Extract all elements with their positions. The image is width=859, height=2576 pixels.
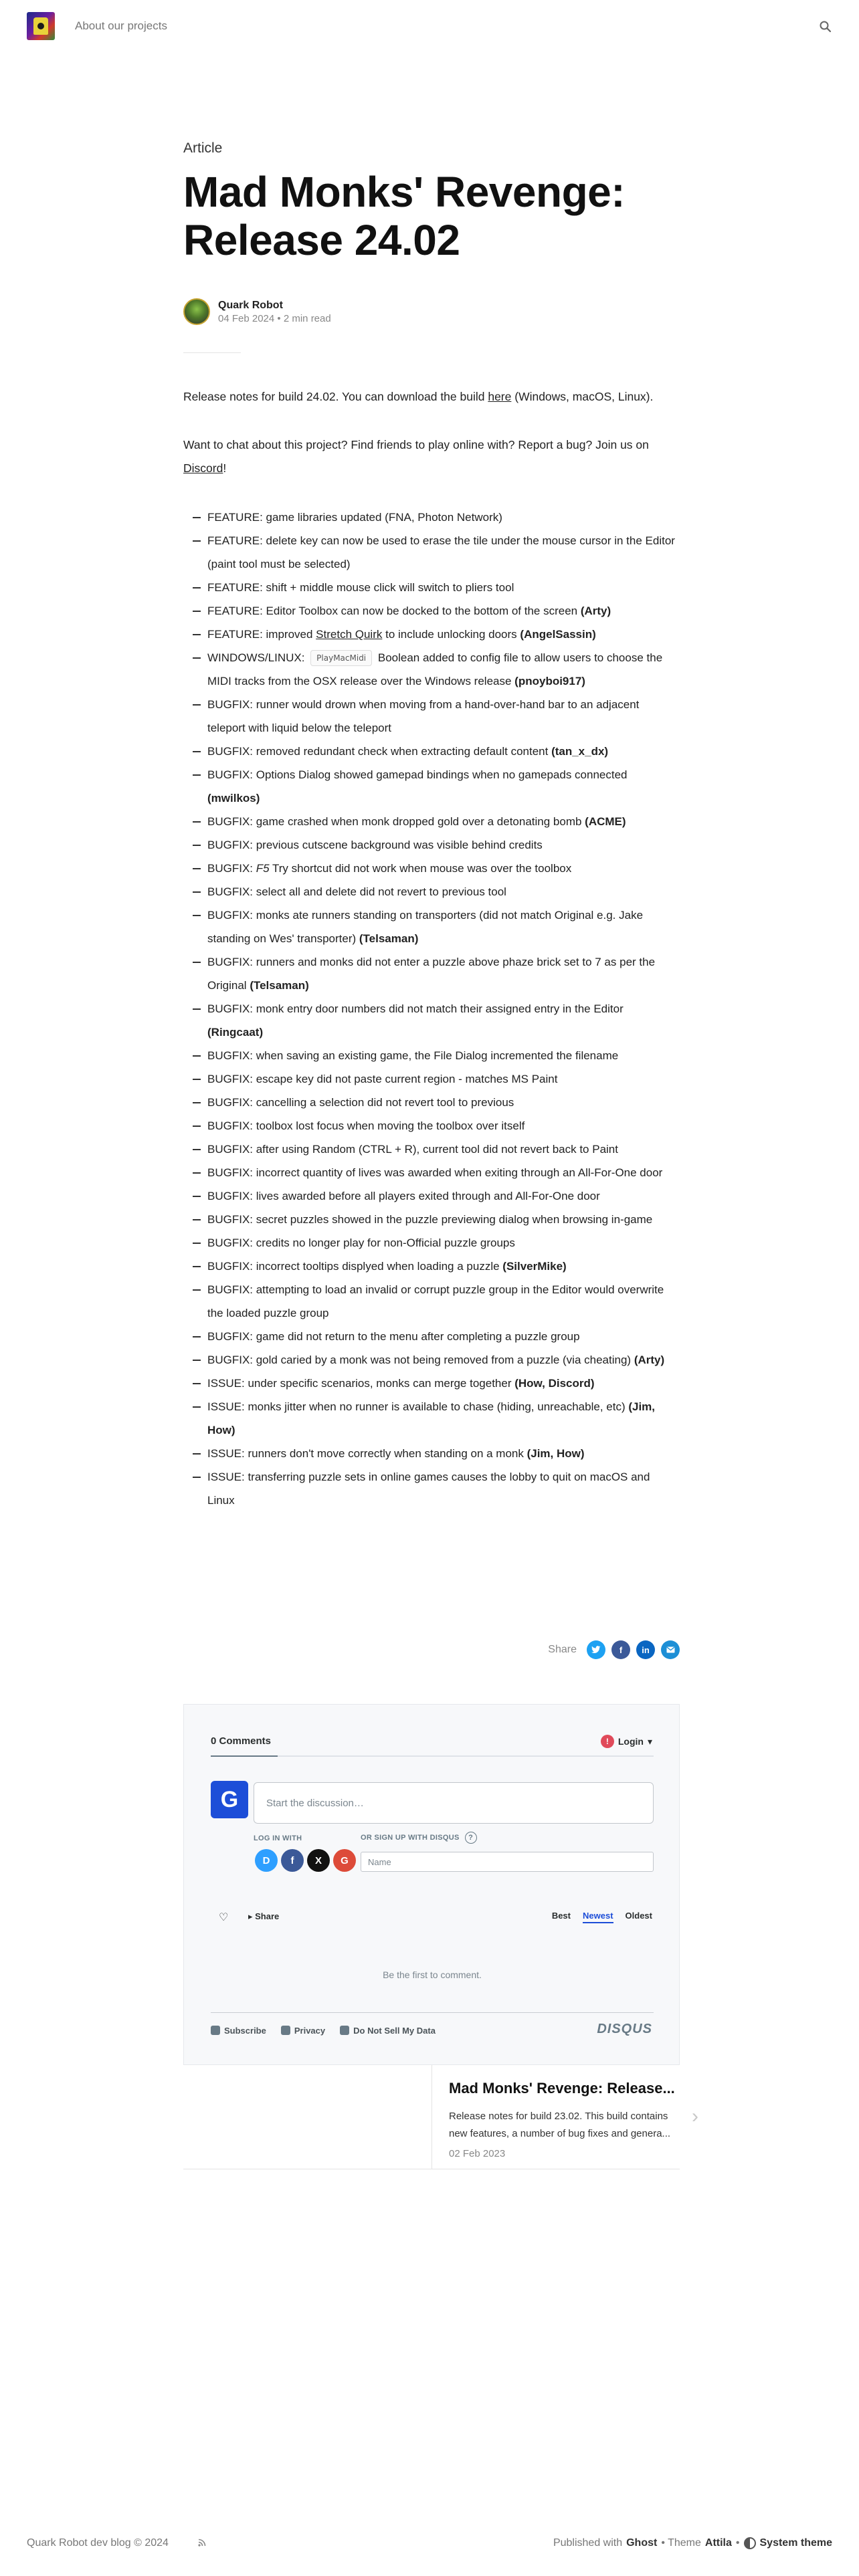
list-item: BUGFIX: monks ate runners standing on transporters (did not match Original e.g. Jake standing on Wes' transporter) (Telsaman) xyxy=(183,903,680,950)
disqus-logo[interactable]: DISQUS xyxy=(597,2022,652,2036)
list-item: BUGFIX: secret puzzles showed in the puzzle previewing dialog when browsing in-game xyxy=(183,1208,680,1231)
chevron-right-icon[interactable]: › xyxy=(692,2105,698,2127)
lock-icon xyxy=(281,2026,290,2035)
login-dropdown[interactable] xyxy=(601,1735,652,1748)
signup-label: OR SIGN UP WITH DISQUS ? xyxy=(361,1832,477,1844)
list-item: BUGFIX: incorrect tooltips displyed when loading a puzzle (SilverMike) xyxy=(183,1255,680,1278)
list-item: ISSUE: under specific scenarios, monks can merge together (How, Discord) xyxy=(183,1372,680,1395)
comment-count: 0 Comments xyxy=(211,1735,272,1747)
theme-link[interactable]: Attila xyxy=(704,2537,732,2549)
system-theme-toggle[interactable]: System theme xyxy=(759,2537,832,2549)
stretch-quirk-link[interactable]: Stretch Quirk xyxy=(316,628,383,641)
post-date: 04 Feb 2024 xyxy=(218,313,275,324)
list-item: BUGFIX: select all and delete did not revert to previous tool xyxy=(183,880,680,903)
theme-toggle-icon[interactable] xyxy=(744,2537,756,2549)
site-footer xyxy=(0,2537,859,2557)
list-item: ISSUE: transferring puzzle sets in online games causes the lobby to quit on macOS and Linux xyxy=(183,1465,680,1512)
list-item: BUGFIX: cancelling a selection did not revert tool to previous xyxy=(183,1091,680,1114)
list-item: BUGFIX: runner would drown when moving from a hand-over-hand bar to an adjacent teleport with liquid below the teleport xyxy=(183,693,680,740)
list-item: FEATURE: delete key can now be used to erase the tile under the mouse cursor in the Editor (paint tool must be selected) xyxy=(183,529,680,576)
guest-avatar: G xyxy=(211,1781,248,1818)
sort-best[interactable]: Best xyxy=(551,1911,571,1921)
list-item: BUGFIX: previous cutscene background was visible behind credits xyxy=(183,833,680,857)
read-time: 2 min read xyxy=(283,313,331,324)
comments-section xyxy=(183,1704,680,2065)
list-item: BUGFIX: runners and monks did not enter a puzzle above phaze brick set to 7 as per the Original (Telsaman) xyxy=(183,950,680,997)
facebook-icon[interactable]: f xyxy=(611,1640,630,1659)
list-item: BUGFIX: game did not return to the menu after completing a puzzle group xyxy=(183,1325,680,1348)
author-avatar[interactable] xyxy=(183,298,210,325)
list-item: BUGFIX: gold caried by a monk was not being removed from a puzzle (via cheating) (Arty) xyxy=(183,1348,680,1372)
download-link[interactable]: here xyxy=(488,390,512,403)
list-item: BUGFIX: after using Random (CTRL + R), current tool did not revert back to Paint xyxy=(183,1138,680,1161)
sort-oldest[interactable]: Oldest xyxy=(625,1911,652,1921)
discord-text: Want to chat about this project? Find friends to play online with? Report a bug? Join us on xyxy=(183,438,649,451)
list-item: ISSUE: monks jitter when no runner is available to chase (hiding, unreachable, etc) (Jim, How) xyxy=(183,1395,680,1442)
facebook-login-icon[interactable]: f xyxy=(281,1849,304,1872)
share-bar xyxy=(548,1640,680,1660)
discord-text-after: ! xyxy=(223,461,227,475)
social-login-buttons xyxy=(255,1849,356,1872)
login-with-label: LOG IN WITH xyxy=(254,1834,302,1842)
list-item: ISSUE: runners don't move correctly when standing on a monk (Jim, How) xyxy=(183,1442,680,1465)
comment-input[interactable]: Start the discussion… xyxy=(254,1782,654,1824)
list-item: BUGFIX: credits no longer play for non-Official puzzle groups xyxy=(183,1231,680,1255)
x-login-icon[interactable]: X xyxy=(307,1849,330,1872)
divider-accent xyxy=(211,1755,278,1757)
list-item: FEATURE: game libraries updated (FNA, Photon Network) xyxy=(183,506,680,529)
sort-newest[interactable]: Newest xyxy=(583,1911,613,1923)
list-item: WINDOWS/LINUX: PlayMacMidi Boolean added to config file to allow users to choose the MIDI tracks from the OSX release over the Windows release (pnoyboi917) xyxy=(183,646,680,693)
list-item: BUGFIX: escape key did not paste current region - matches MS Paint xyxy=(183,1067,680,1091)
list-item: BUGFIX: removed redundant check when extracting default content (tan_x_dx) xyxy=(183,740,680,763)
site-header xyxy=(0,0,859,56)
empty-comments-message: Be the first to comment. xyxy=(383,1969,482,1980)
chevron-down-icon: ▾ xyxy=(647,1735,652,1747)
list-item: BUGFIX: Options Dialog showed gamepad bindings when no gamepads connected (mwilkos) xyxy=(183,763,680,810)
list-item: FEATURE: Editor Toolbox can now be docked to the bottom of the screen (Arty) xyxy=(183,599,680,623)
intro-text: Release notes for build 24.02. You can download the build xyxy=(183,390,488,403)
do-not-sell-link[interactable]: Do Not Sell My Data xyxy=(340,2026,436,2036)
mail-icon xyxy=(211,2026,220,2035)
list-item: BUGFIX: game crashed when monk dropped gold over a detonating bomb (ACME) xyxy=(183,810,680,833)
post-meta: 04 Feb 2024 • 2 min read xyxy=(218,313,331,324)
next-post-date: 02 Feb 2023 xyxy=(449,2148,506,2159)
list-item: BUGFIX: monk entry door numbers did not match their assigned entry in the Editor (Ringcaat) xyxy=(183,997,680,1044)
next-post-excerpt: Release notes for build 23.02. This build contains new features, a number of bug fixes and genera... xyxy=(449,2111,671,2139)
ghost-link[interactable]: Ghost xyxy=(626,2537,658,2549)
disqus-login-icon[interactable]: D xyxy=(255,1849,278,1872)
share-label: Share xyxy=(548,1644,577,1655)
list-item: BUGFIX: incorrect quantity of lives was awarded when exiting through an All-For-One door xyxy=(183,1161,680,1184)
comments-share-button[interactable]: ▸ Share xyxy=(248,1911,280,1921)
list-item: BUGFIX: when saving an existing game, the File Dialog incremented the filename xyxy=(183,1044,680,1067)
intro-paragraph xyxy=(183,385,653,409)
copyright: Quark Robot dev blog © 2024 xyxy=(27,2537,169,2549)
privacy-link[interactable]: Privacy xyxy=(281,2026,325,2036)
sort-tabs xyxy=(552,1911,652,1923)
search-icon[interactable] xyxy=(819,20,832,33)
release-notes-list xyxy=(183,506,680,1512)
help-icon[interactable]: ? xyxy=(465,1832,477,1844)
list-item: FEATURE: shift + middle mouse click will switch to pliers tool xyxy=(183,576,680,599)
google-login-icon[interactable]: G xyxy=(333,1849,356,1872)
author-name[interactable]: Quark Robot xyxy=(218,300,283,311)
list-item: FEATURE: improved Stretch Quirk to include unlocking doors (AngelSassin) xyxy=(183,623,680,646)
list-item: BUGFIX: F5 Try shortcut did not work when mouse was over the toolbox xyxy=(183,857,680,880)
subscribe-link[interactable]: Subscribe xyxy=(211,2026,266,2036)
post-navigation xyxy=(183,2065,698,2169)
comments-footer xyxy=(211,2026,436,2036)
rss-icon[interactable] xyxy=(198,2538,206,2549)
warning-icon xyxy=(340,2026,349,2035)
intro-text-after: (Windows, macOS, Linux). xyxy=(511,390,654,403)
next-post-title[interactable]: Mad Monks' Revenge: Release... xyxy=(449,2080,675,2097)
divider xyxy=(183,352,241,353)
page-title: Mad Monks' Revenge: Release 24.02 xyxy=(183,168,626,264)
list-item: BUGFIX: attempting to load an invalid or corrupt puzzle group in the Editor would overwrite the loaded puzzle group xyxy=(183,1278,680,1325)
disqus-user-icon: ! xyxy=(601,1735,614,1748)
name-field[interactable]: Name xyxy=(361,1852,654,1872)
footer-credits: Published with Ghost • Theme Attila • System theme xyxy=(553,2537,832,2549)
divider xyxy=(211,2012,654,2013)
login-label: Login xyxy=(617,1736,644,1747)
article-tag[interactable]: Article xyxy=(183,140,223,156)
email-icon[interactable] xyxy=(661,1640,680,1659)
heart-icon[interactable]: ♡ xyxy=(219,1912,229,1923)
nav-link-about[interactable]: About our projects xyxy=(75,19,167,32)
linkedin-icon[interactable]: in xyxy=(636,1640,655,1659)
code-snippet: PlayMacMidi xyxy=(310,650,372,666)
discord-link[interactable]: Discord xyxy=(183,461,223,475)
discord-paragraph xyxy=(183,433,680,480)
twitter-icon[interactable] xyxy=(587,1640,605,1659)
site-logo[interactable] xyxy=(27,12,55,40)
list-item: BUGFIX: toolbox lost focus when moving the toolbox over itself xyxy=(183,1114,680,1138)
list-item: BUGFIX: lives awarded before all players exited through and All-For-One door xyxy=(183,1184,680,1208)
